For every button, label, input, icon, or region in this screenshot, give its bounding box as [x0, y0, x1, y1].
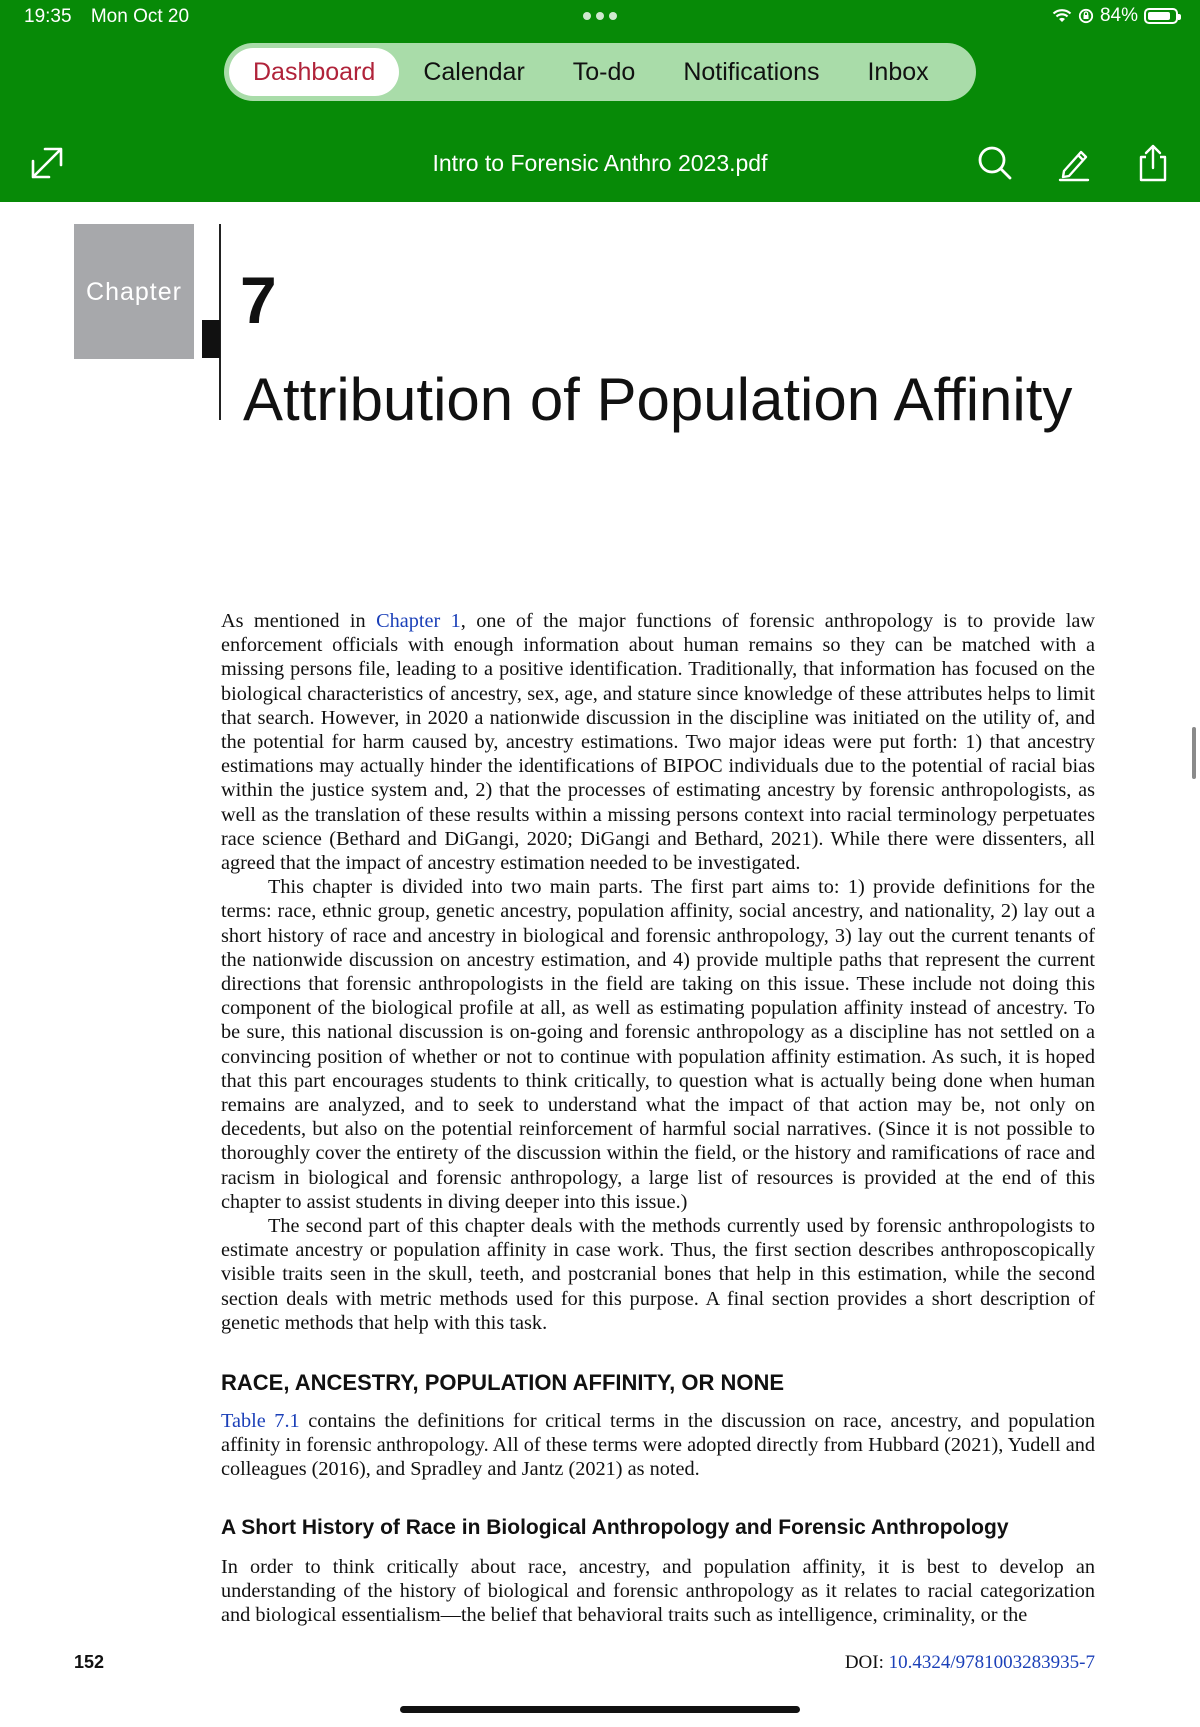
chapter-title: Attribution of Population Affinity	[243, 366, 1073, 433]
battery-icon	[1144, 8, 1178, 24]
tab-bar	[224, 43, 976, 101]
status-bar-right	[1052, 5, 1178, 27]
scrollbar[interactable]	[1192, 727, 1196, 779]
intro-paragraphs	[221, 609, 1095, 1335]
wifi-icon	[1052, 8, 1072, 24]
section-heading: RACE, ANCESTRY, POPULATION AFFINITY, OR NONE	[221, 1370, 785, 1395]
document-title: Intro to Forensic Anthro 2023.pdf	[432, 150, 768, 176]
battery-percent: 84%	[1099, 5, 1138, 26]
app-header	[0, 0, 1200, 202]
home-indicator[interactable]	[400, 1706, 800, 1713]
doi-link[interactable]: 10.4324/9781003283935-7	[888, 1652, 1095, 1673]
status-time: 19:35	[24, 6, 72, 27]
tab-notifications[interactable]: Notifications	[683, 58, 820, 86]
status-bar-left	[24, 6, 189, 28]
chapter-1-link[interactable]: Chapter 1	[376, 610, 461, 632]
chapter-marker	[202, 320, 220, 358]
chapter-number: 7	[240, 263, 277, 337]
tab-dashboard[interactable]: Dashboard	[229, 48, 399, 96]
annotate-pen-icon[interactable]	[1054, 143, 1094, 183]
chapter-label: Chapter	[86, 278, 182, 306]
tab-calendar[interactable]: Calendar	[423, 58, 525, 86]
tab-inbox[interactable]: Inbox	[867, 58, 929, 86]
page-number: 152	[74, 1652, 105, 1672]
multitasking-dots-icon[interactable]	[583, 12, 617, 22]
orientation-lock-icon	[1078, 8, 1094, 24]
paragraph-2: This chapter is divided into two main parts. The first part aims to: 1) provide definitions for the terms: race, ethnic group, genetic ancestry, population affinity, social ancestry, and nationality, 2) lay out a short history of race and ancestry in biological and forensic anthropology, 3) lay out the current tenants of the nationwide discussion on ancestry estimation, and 4) provide multiple paths that represent the current directions that forensic anthropologists in the field are taking on this issue. These include not doing this component of the biological profile at all, as well as estimating population affinity instead of ancestry. To be sure, this national discussion is on-going and forensic anthropology as a discipline has not settled on a convincing position of whether or not to continue with population affinity estimation. As such, it is hoped that this part encourages students to think critically, to question what is actually being done when human remains are analyzed, and to seek to understand what the impact of that action may be, not only on decedents, but also on the potential reinforcement of harmful social narratives. (Since it is not possible to thoroughly cover the entirety of the discussion within the field, or the history and ramifications of race and racism in biological and forensic anthropology, a large list of resources is provided at the end of this chapter to assist students in diving deeper into this issue.)	[221, 876, 1095, 1213]
table-7-1-link[interactable]: Table 7.1	[221, 1410, 300, 1432]
share-icon[interactable]	[1133, 143, 1173, 183]
status-date: Mon Oct 20	[90, 6, 190, 27]
paragraph-3: The second part of this chapter deals with the methods currently used by forensic anthropologists to estimate ancestry or population affinity in case work. Thus, the first section describes anthroposcopically visible traits seen in the skull, teeth, and postcranial bones that help in this estimation, while the second section deals with metric methods used for this purpose. A final section provides a short description of genetic methods that help with this task.	[221, 1215, 1095, 1334]
search-icon[interactable]	[975, 143, 1015, 183]
subsection-heading: A Short History of Race in Biological Anthropology and Forensic Anthropology	[221, 1516, 1009, 1539]
paragraph-1: As mentioned in Chapter 1, one of the major functions of forensic anthropology is to provide law enforcement officials with enough information about human remains so they can be matched with a missing persons file, leading to a positive identification. Traditionally, that information has focused on the biological characteristics of ancestry, sex, age, and stature since knowledge of these attributes helps to limit that search. However, in 2020 a nationwide discussion in the discipline was initiated on the utility of, and the potential for harm caused by, ancestry estimations. Two major ideas were put forth: 1) that ancestry estimations may actually hinder the identifications of BIPOC individuals due to the potential of racial bias within the justice system and, 2) that the processes of estimating ancestry by forensic anthropologists, as well as the translation of these results within a missing persons context into racial terminology perpetuates race science (Bethard and DiGangi, 2020; DiGangi and Bethard, 2021). While there were dissenters, all agreed that the impact of ancestry estimation needed to be investigated.	[221, 610, 1095, 875]
paragraph-4: Table 7.1 contains the definitions for critical terms in the discussion on race, ancestry, and population affinity in forensic anthropology. All of these terms were adopted directly from Hubbard (2021), Yudell and colleagues (2016), and Spradley and Jantz (2021) as noted.	[221, 1410, 1095, 1481]
doi-line: DOI: 10.4324/9781003283935-7	[844, 1652, 1095, 1673]
paragraph-5: In order to think critically about race, ancestry, and population affinity, it is best to develop an understanding of the history of biological and forensic anthropology as it relates to racial categorization and biological essentialism—the belief that behavioral traits such as intelligence, criminality, or the	[221, 1556, 1095, 1627]
chapter-label-box	[74, 224, 194, 359]
tab-to-do[interactable]: To-do	[572, 58, 636, 86]
